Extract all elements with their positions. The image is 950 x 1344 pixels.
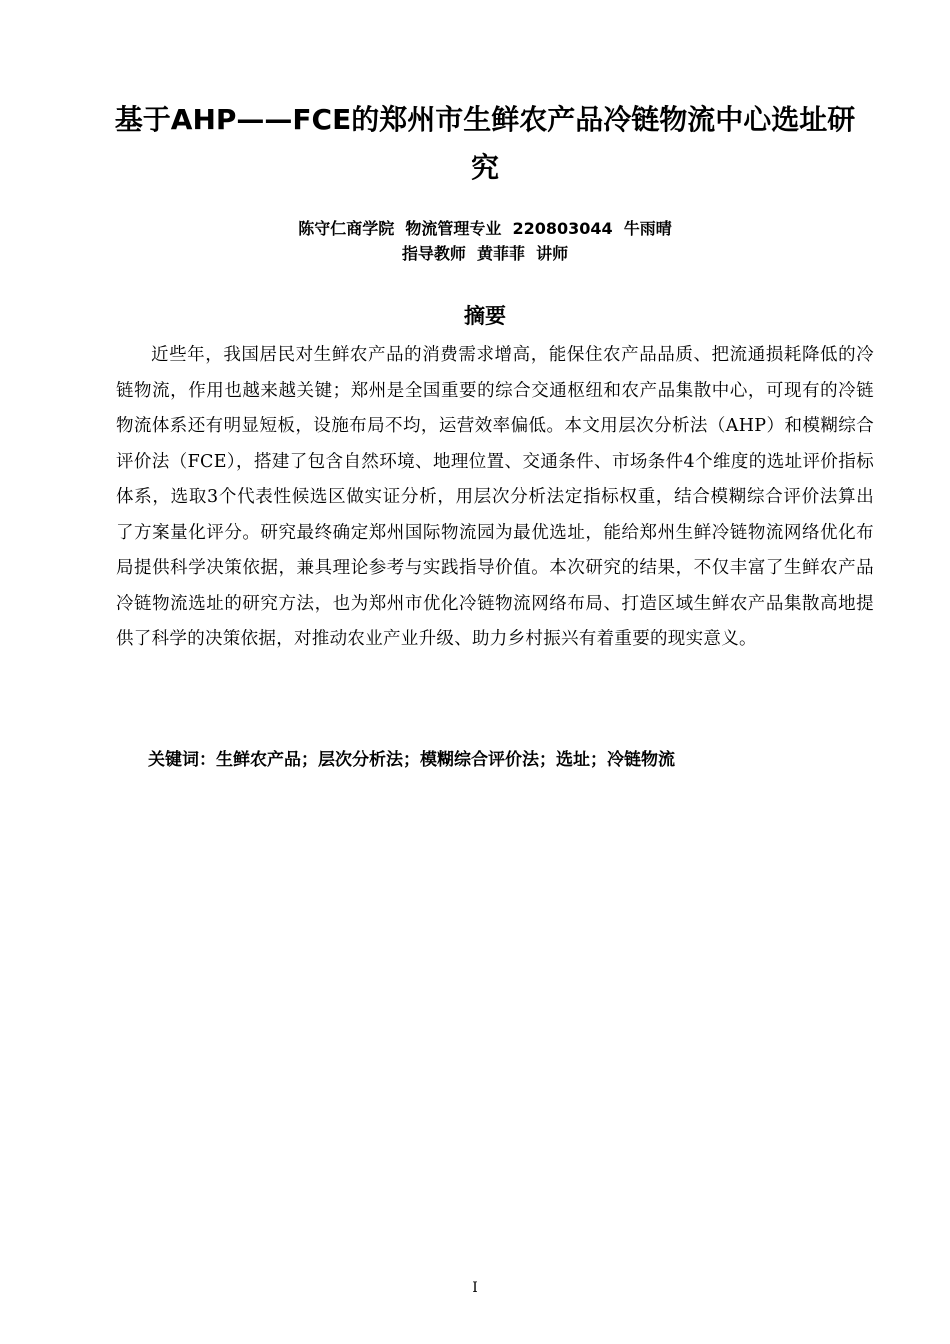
page-number: I [472,1280,478,1296]
paper-title-line-2: 究 [470,151,499,184]
advisor-info: 指导教师 黄菲菲 讲师 [401,244,569,263]
paper-title-line-1: 基于AHP——FCE的郑州市生鲜农产品冷链物流中心选址研 [114,103,856,136]
paper-title [100,96,870,192]
author-info: 陈守仁商学院 物流管理专业 220803044 牛雨晴 [298,219,672,238]
abstract-heading: 摘要 [464,304,506,328]
keywords: 关键词：生鲜农产品；层次分析法；模糊综合评价法；选址；冷链物流 [148,750,675,770]
abstract-body: 近些年，我国居民对生鲜农产品的消费需求增高，能保住农产品品质、把流通损耗降低的冷链物流，作用也越来越关键；郑州是全国重要的综合交通枢纽和农产品集散中心，可现有的冷链物流体系还有明显短板，设施布局不均，运营效率偏低。本文用层次分析法（AHP）和模糊综合评价法（FCE），搭建了包含自然环境、地理位置、交通条件、市场条件4个维度的选址评价指标体系，选取3个代表性候选区做实证分析，用层次分析法定指标权重，结合模糊综合评价法算出了方案量化评分。研究最终确定郑州国际物流园为最优选址，能给郑州生鲜冷链物流网络优化布局提供科学决策依据，兼具理论参考与实践指导价值。本次研究的结果，不仅丰富了生鲜农产品冷链物流选址的研究方法，也为郑州市优化冷链物流网络布局、打造区域生鲜农产品集散高地提供了科学的决策依据，对推动农业产业升级、助力乡村振兴有着重要的现实意义。 [116,345,874,649]
